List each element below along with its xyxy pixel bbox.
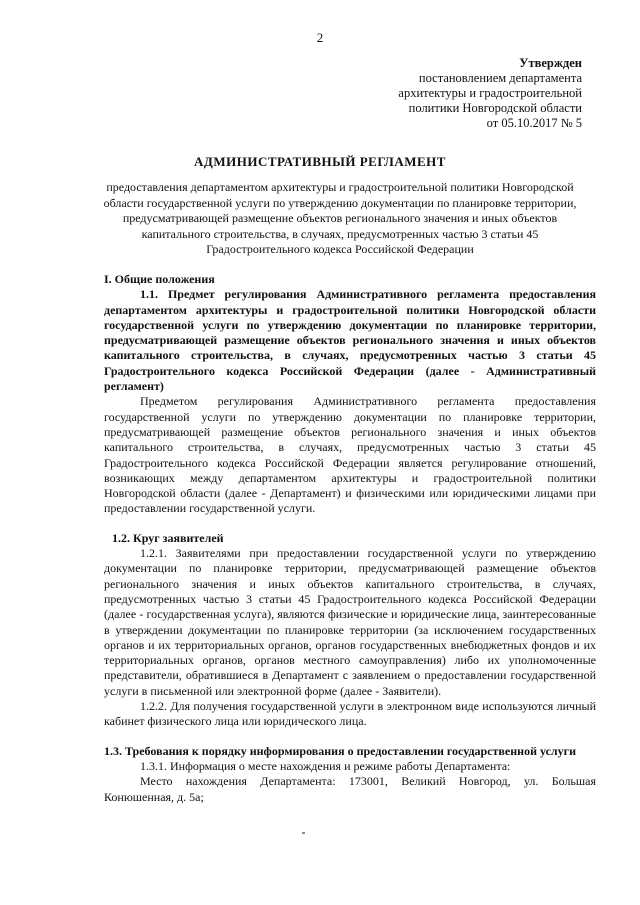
approval-line: архитектуры и градостроительной — [398, 86, 582, 100]
paragraph-1-2-1: 1.2.1. Заявителями при предоставлении государственной услуги по утверждению документации по планировке территории, предусматривающей размещение объектов регионального значения и иных объектов капитального строительства, в случаях, предусмотренных частью 3 статьи 45 Градостроительного кодекса Российской Федерации (далее - государственная услуга), являются физические и юридические лица, заинтересованные в утверждении документации по планировке территории (за исключением государственных органов и их территориальных органов, органов государственных внебюджетных фондов и их территориальных органов, органов местного самоуправления) либо их уполномоченные представители, обратившиеся в Департамент с заявлением о предоставлении государственной услуги в письменной или электронной форме (далее - Заявители). — [104, 546, 596, 698]
approval-block — [398, 56, 582, 131]
document-body — [104, 272, 596, 805]
paragraph-1-2-2: 1.2.2. Для получения государственной услуги в электронном виде используются личный кабинет физического лица или юридического лица. — [104, 699, 596, 729]
approval-line: политики Новгородской области — [408, 101, 582, 115]
scan-mark — [302, 832, 305, 834]
subsection-heading-1-1: 1.1. Предмет регулирования Административного регламента предоставления департаментом архитектуры и градостроительной политики Новгородской области государственной услуги по утверждению документации по планировке территории, предусматривающей размещение объектов регионального значения и иных объектов капитального строительства, в случаях, предусмотренных частью 3 статьи 45 Градостроительного кодекса Российской Федерации (далее - Административный регламент) — [104, 287, 596, 394]
paragraph-1-1: Предметом регулирования Административного регламента предоставления государственной услуги по утверждению документации по планировке территории, предусматривающей размещение объектов регионального значения и иных объектов капитального строительства, в случаях, предусмотренных частью 3 статьи 45 Градостроительного кодекса Российской Федерации является регулирование отношений, возникающих между департаментом архитектуры и градостроительной политики Новгородской области (далее - Департамент) и физическими или юридическими лицами при предоставлении государственной услуги. — [104, 394, 596, 516]
subsection-heading-1-2: 1.2. Круг заявителей — [112, 530, 224, 545]
approval-date: от 05.10.2017 № 5 — [486, 116, 582, 130]
approval-heading: Утвержден — [519, 56, 582, 70]
approval-line: постановлением департамента — [418, 71, 582, 85]
paragraph-location: Место нахождения Департамента: 173001, Великий Новгород, ул. Большая Конюшенная, д. 5а; — [104, 774, 596, 804]
subsection-heading-1-3: 1.3. Требования к порядку информирования о предоставлении государственной услуги — [104, 743, 577, 758]
paragraph-1-3-1: 1.3.1. Информация о месте нахождения и режиме работы Департамента: — [140, 758, 511, 773]
section-heading: I. Общие положения — [104, 272, 215, 286]
document-title: АДМИНИСТРАТИВНЫЙ РЕГЛАМЕНТ — [194, 154, 446, 169]
page-number: 2 — [316, 30, 324, 45]
document-subtitle: предоставления департаментом архитектуры и градостроительной политики Новгородской области государственной услуги по утверждению документации по планировке территории, предусматривающей размещение объектов регионального значения и иных объектов капитального строительства, в случаях, предусмотренных частью 3 статьи 45 Градостроительного кодекса Российской Федерации — [103, 180, 577, 256]
